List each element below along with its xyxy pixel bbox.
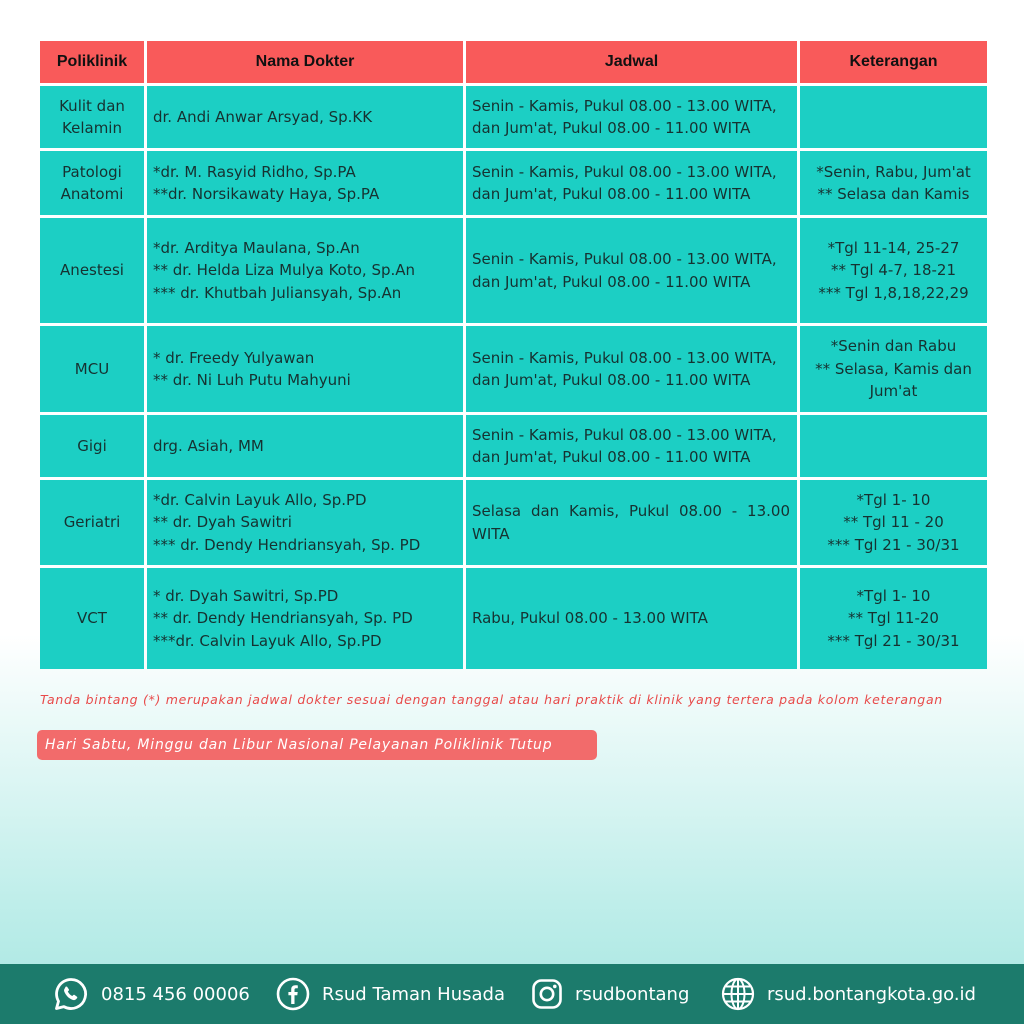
cell-keterangan [800, 568, 987, 669]
cell-jadwal [466, 151, 797, 215]
header-poliklinik: Poliklinik [40, 41, 144, 83]
dokter-line: ***dr. Calvin Layuk Allo, Sp.PD [153, 631, 382, 650]
cell-keterangan [800, 151, 987, 215]
instagram-icon [531, 978, 563, 1010]
keterangan-line: ** Selasa, Kamis dan [815, 359, 972, 378]
instagram-handle: rsudbontang [575, 983, 690, 1005]
schedule-table [37, 38, 990, 672]
website-url: rsud.bontangkota.go.id [767, 983, 976, 1005]
table-row [40, 218, 987, 323]
dokter-line: *dr. Calvin Layuk Allo, Sp.PD [153, 490, 367, 509]
dokter-line: ** dr. Dendy Hendriansyah, Sp. PD [153, 609, 413, 628]
cell-dokter [147, 151, 463, 215]
cell-jadwal [466, 568, 797, 669]
dokter-line: ** dr. Helda Liza Mulya Koto, Sp.An [153, 261, 416, 280]
keterangan-line: *** Tgl 21 - 30/31 [827, 535, 960, 554]
keterangan-line: *Tgl 11-14, 25-27 [827, 238, 960, 257]
dokter-line: *** dr. Khutbah Juliansyah, Sp.An [153, 283, 402, 302]
keterangan-line: ** Selasa dan Kamis [817, 185, 970, 203]
cell-keterangan [800, 86, 987, 148]
cell-keterangan [800, 480, 987, 565]
keterangan-line: *Tgl 1- 10 [856, 586, 931, 605]
cell-jadwal [466, 415, 797, 477]
cell-poliklinik [40, 326, 144, 412]
cell-poliklinik [40, 415, 144, 477]
cell-dokter [147, 568, 463, 669]
facebook-name: Rsud Taman Husada [322, 983, 505, 1005]
cell-dokter [147, 218, 463, 323]
header-keterangan: Keterangan [800, 41, 987, 83]
cell-poliklinik [40, 568, 144, 669]
poliklinik-line: VCT [77, 609, 107, 628]
poliklinik-line: Geriatri [63, 513, 121, 532]
cell-dokter [147, 86, 463, 148]
keterangan-line: ** Tgl 11-20 [848, 609, 939, 628]
asterisk-note: Tanda bintang (*) merupakan jadwal dokter sesuai dengan tanggal atau hari praktik di klinik yang tertera pada kolom keterangan [40, 692, 943, 707]
table-row [40, 151, 987, 215]
globe-icon [721, 977, 755, 1011]
phone-number: 0815 456 00006 [101, 983, 250, 1005]
cell-dokter [147, 326, 463, 412]
keterangan-line: *Tgl 1- 10 [856, 490, 931, 509]
table-row [40, 326, 987, 412]
keterangan-line: Jum'at [869, 382, 918, 401]
cell-poliklinik [40, 86, 144, 148]
cell-poliklinik [40, 151, 144, 215]
jadwal-line: Senin - Kamis, Pukul 08.00 - 13.00 WITA, [472, 348, 777, 367]
jadwal-text: Selasa dan Kamis, Pukul 08.00 - 13.00 WITA [472, 502, 790, 543]
header-nama-dokter: Nama Dokter [147, 41, 463, 83]
cell-keterangan [800, 218, 987, 323]
contact-phone [53, 964, 250, 1024]
cell-jadwal [466, 326, 797, 412]
dokter-line: *** dr. Dendy Hendriansyah, Sp. PD [153, 535, 421, 554]
dokter-line: ** dr. Ni Luh Putu Mahyuni [153, 371, 351, 389]
jadwal-line: dan Jum'at, Pukul 08.00 - 11.00 WITA [472, 371, 751, 389]
dokter-line: *dr. Arditya Maulana, Sp.An [153, 238, 360, 257]
jadwal-line: dan Jum'at, Pukul 08.00 - 11.00 WITA [472, 185, 751, 203]
table-row [40, 415, 987, 477]
jadwal-line: Senin - Kamis, Pukul 08.00 - 13.00 WITA, [472, 250, 777, 268]
jadwal-line: dan Jum'at, Pukul 08.00 - 11.00 WITA [472, 272, 751, 291]
cell-jadwal [466, 480, 797, 565]
contact-instagram [531, 964, 689, 1024]
jadwal-line: dan Jum'at, Pukul 08.00 - 11.00 WITA [472, 119, 751, 137]
poliklinik-line: Patologi [62, 162, 122, 181]
dokter-line: drg. Asiah, MM [153, 436, 264, 455]
keterangan-line: ** Tgl 11 - 20 [843, 513, 944, 532]
jadwal-line: dan Jum'at, Pukul 08.00 - 11.00 WITA [472, 448, 751, 466]
poliklinik-line: Gigi [77, 436, 107, 455]
poliklinik-line: Anestesi [60, 261, 124, 280]
table-row [40, 568, 987, 669]
poliklinik-line: Anatomi [60, 185, 124, 203]
dokter-line: **dr. Norsikawaty Haya, Sp.PA [153, 185, 380, 203]
keterangan-line: *Senin, Rabu, Jum'at [816, 162, 971, 181]
header-jadwal: Jadwal [466, 41, 797, 83]
dokter-line: * dr. Freedy Yulyawan [153, 348, 315, 367]
keterangan-line: *** Tgl 1,8,18,22,29 [818, 283, 969, 302]
cell-jadwal [466, 218, 797, 323]
table-header-row [40, 41, 987, 83]
cell-poliklinik [40, 480, 144, 565]
dokter-line: ** dr. Dyah Sawitri [153, 513, 292, 532]
poliklinik-line: Kelamin [62, 119, 122, 137]
dokter-line: * dr. Dyah Sawitri, Sp.PD [153, 586, 339, 605]
contact-facebook [276, 964, 505, 1024]
table-row [40, 480, 987, 565]
poliklinik-line: MCU [74, 359, 110, 378]
contact-website [721, 964, 976, 1024]
jadwal-line: Senin - Kamis, Pukul 08.00 - 13.00 WITA, [472, 162, 777, 181]
dokter-line: dr. Andi Anwar Arsyad, Sp.KK [153, 107, 373, 126]
jadwal-line: Senin - Kamis, Pukul 08.00 - 13.00 WITA, [472, 425, 777, 444]
dokter-line: *dr. M. Rasyid Ridho, Sp.PA [153, 162, 356, 181]
cell-dokter [147, 415, 463, 477]
keterangan-line: *Senin dan Rabu [830, 337, 957, 356]
whatsapp-icon [53, 976, 89, 1012]
cell-jadwal [466, 86, 797, 148]
keterangan-line: ** Tgl 4-7, 18-21 [830, 261, 956, 280]
cell-poliklinik [40, 218, 144, 323]
facebook-icon [276, 977, 310, 1011]
poliklinik-line: Kulit dan [59, 96, 125, 115]
cell-keterangan [800, 326, 987, 412]
keterangan-line: *** Tgl 21 - 30/31 [827, 631, 960, 650]
jadwal-line: Rabu, Pukul 08.00 - 13.00 WITA [472, 609, 708, 628]
cell-keterangan [800, 415, 987, 477]
table-row [40, 86, 987, 148]
cell-dokter [147, 480, 463, 565]
jadwal-line: Senin - Kamis, Pukul 08.00 - 13.00 WITA, [472, 96, 777, 115]
closed-notice-banner: Hari Sabtu, Minggu dan Libur Nasional Pelayanan Poliklinik Tutup [37, 730, 597, 760]
contact-footer [0, 964, 1024, 1024]
